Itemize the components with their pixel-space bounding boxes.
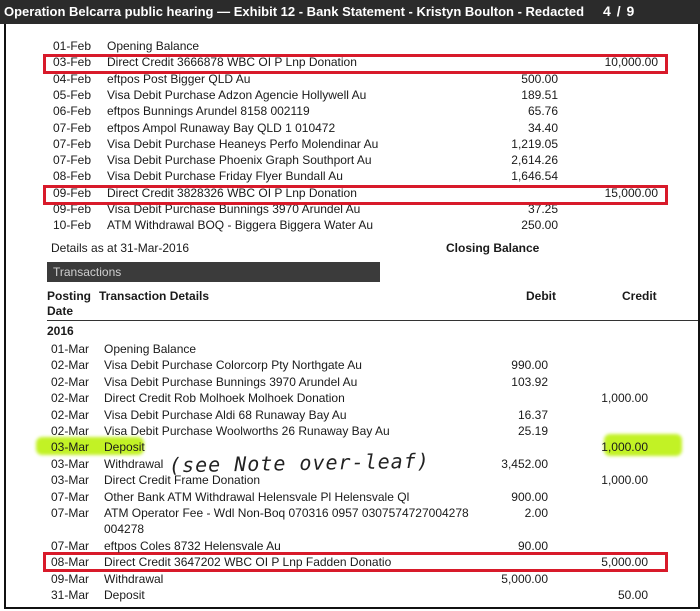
row-date: 07-Feb <box>53 120 92 135</box>
table-row <box>6 539 698 555</box>
row-description: Deposit <box>104 440 145 455</box>
redbox-03-feb <box>43 54 668 74</box>
row-credit: 50.00 <box>617 588 648 602</box>
row-description: Direct Credit 3647202 WBC OI P Lnp Fadden Donatio <box>104 555 392 570</box>
row-credit: 10,000.00 <box>604 55 658 70</box>
row-description: eftpos Coles 8732 Helensvale Au <box>104 538 281 553</box>
row-date: 02-Mar <box>51 391 90 406</box>
table-row <box>6 490 698 506</box>
row-debit: 25.19 <box>517 424 548 438</box>
table-row <box>6 424 698 440</box>
row-date: 05-Feb <box>53 87 92 102</box>
row-date: 03-Mar <box>51 456 90 471</box>
row-debit: 990.00 <box>511 358 548 373</box>
row-credit: 1,000.00 <box>601 473 648 488</box>
row-date: 03-Mar <box>51 473 90 488</box>
header-credit: Credit <box>622 289 657 303</box>
row-debit: 1,219.05 <box>511 136 558 151</box>
row-date: 03-Feb <box>53 55 92 70</box>
row-description: Visa Debit Purchase Woolworths 26 Runaway Bay Au <box>104 424 390 438</box>
row-date: 03-Mar <box>51 440 90 455</box>
row-description: Visa Debit Purchase Adzon Agencie Hollywell Au <box>107 87 367 102</box>
viewer-title-bar <box>0 0 700 24</box>
table-row <box>6 218 698 234</box>
row-description: Deposit <box>104 588 145 602</box>
header-posting: Posting <box>47 289 91 303</box>
table-row <box>6 391 698 407</box>
row-description: Visa Debit Purchase Bunnings 3970 Arundel Au <box>107 202 361 216</box>
row-debit: 250.00 <box>521 218 558 233</box>
row-debit: 37.25 <box>527 202 558 216</box>
row-date: 06-Feb <box>53 104 92 119</box>
table-row <box>6 104 698 120</box>
handwritten-note: (see Note over-leaf) <box>168 448 431 478</box>
page-indicator <box>603 3 635 19</box>
table-row <box>6 375 698 391</box>
row-debit: 3,452.00 <box>501 456 548 471</box>
table-row <box>6 137 698 153</box>
transactions-section-label: Transactions <box>53 265 122 279</box>
header-rule <box>47 320 698 321</box>
row-description: Opening Balance <box>104 342 197 356</box>
row-credit: 5,000.00 <box>601 555 648 570</box>
row-description: Visa Debit Purchase Colorcorp Pty Northgate Au <box>104 358 362 373</box>
row-description: Direct Credit 3666878 WBC OI P Lnp Donation <box>107 55 357 70</box>
row-description: eftpos Bunnings Arundel 8158 002119 <box>107 104 310 119</box>
header-date: Date <box>47 304 74 318</box>
row-debit: 5,000.00 <box>501 571 548 586</box>
row-debit: 2,614.26 <box>511 153 558 168</box>
row-description: Visa Debit Purchase Heaneys Perfo Molendinar Au <box>107 136 379 151</box>
row-date: 04-Feb <box>53 71 92 86</box>
details-as-at: Details as at 31-Mar-2016 <box>51 241 190 255</box>
statement-page <box>4 24 700 609</box>
row-date: 31-Mar <box>51 588 90 602</box>
table-row <box>6 88 698 104</box>
table-row <box>6 522 698 538</box>
year-label: 2016 <box>47 324 74 338</box>
row-debit: 90.00 <box>517 538 548 553</box>
row-description: ATM Withdrawal BOQ - Biggera Biggera Water Au <box>107 218 374 233</box>
row-description: Direct Credit Frame Donation <box>104 473 261 488</box>
row-date: 09-Mar <box>51 571 90 586</box>
row-date: 07-Mar <box>51 506 90 520</box>
row-date: 07-Feb <box>53 136 92 151</box>
row-date: 02-Mar <box>51 374 90 389</box>
row-credit: 1,000.00 <box>601 391 648 406</box>
row-description: Direct Credit Rob Molhoek Molhoek Donation <box>104 391 345 406</box>
row-credit: 1,000.00 <box>601 440 648 455</box>
row-description: Visa Debit Purchase Bunnings 3970 Arundel Au <box>104 374 358 389</box>
row-debit: 900.00 <box>511 489 548 504</box>
row-debit: 189.51 <box>521 87 558 102</box>
current-page: 4 <box>603 3 612 19</box>
row-date: 07-Mar <box>51 538 90 553</box>
table-row <box>6 342 698 358</box>
table-row <box>6 358 698 374</box>
row-date: 08-Feb <box>53 169 92 184</box>
table-row <box>6 506 698 522</box>
row-description: Withdrawal <box>104 571 164 586</box>
row-debit: 16.37 <box>517 407 548 422</box>
row-debit: 65.76 <box>527 104 558 119</box>
row-description: ATM Operator Fee - Wdl Non-Boq 070316 0957 0307574727004278 <box>104 506 469 520</box>
row-credit: 15,000.00 <box>604 185 658 200</box>
row-description: Visa Debit Purchase Aldi 68 Runaway Bay Au <box>104 407 347 422</box>
row-description: 004278 <box>104 522 145 537</box>
row-debit: 1,646.54 <box>511 169 558 184</box>
row-date: 07-Feb <box>53 153 92 168</box>
row-description: Direct Credit 3828326 WBC OI P Lnp Donation <box>107 185 357 200</box>
row-date: 02-Mar <box>51 407 90 422</box>
row-description: Visa Debit Purchase Phoenix Graph Southport Au <box>107 153 372 168</box>
table-row <box>6 588 698 604</box>
row-debit: 34.40 <box>527 120 558 135</box>
row-debit: 2.00 <box>524 506 548 520</box>
table-row <box>6 153 698 169</box>
row-date: 10-Feb <box>53 218 92 233</box>
row-date: 02-Mar <box>51 424 90 438</box>
row-date: 02-Mar <box>51 358 90 373</box>
row-date: 09-Feb <box>53 185 92 200</box>
row-description: Opening Balance <box>107 39 200 53</box>
table-row <box>6 473 698 489</box>
closing-balance-label: Closing Balance <box>446 241 540 255</box>
table-row <box>6 169 698 185</box>
table-row <box>6 408 698 424</box>
row-date: 01-Feb <box>53 39 92 53</box>
header-debit: Debit <box>526 289 556 303</box>
redbox-09-feb <box>43 185 668 205</box>
row-description: eftpos Post Bigger QLD Au <box>107 71 251 86</box>
document-title: Operation Belcarra public hearing — Exhibit 12 - Bank Statement - Kristyn Boulton - Redacted <box>4 4 585 19</box>
row-date: 07-Mar <box>51 489 90 504</box>
row-date: 08-Mar <box>51 555 90 570</box>
row-date: 09-Feb <box>53 202 92 216</box>
total-pages: 9 <box>626 3 636 19</box>
row-debit: 500.00 <box>521 71 558 86</box>
page-separator: / <box>616 3 622 19</box>
row-description: Other Bank ATM Withdrawal Helensvale Pl Helensvale Ql <box>104 489 410 504</box>
table-row <box>6 572 698 588</box>
row-description: Visa Debit Purchase Friday Flyer Bundall Au <box>107 169 343 184</box>
row-date: 01-Mar <box>51 342 90 356</box>
transactions-section-bar <box>47 262 380 282</box>
table-row <box>6 121 698 137</box>
header-details: Transaction Details <box>99 289 210 303</box>
row-description: Withdrawal <box>104 456 164 471</box>
table-row <box>6 39 698 55</box>
row-description: eftpos Ampol Runaway Bay QLD 1 010472 <box>107 120 336 135</box>
row-debit: 103.92 <box>511 374 548 389</box>
table-row <box>6 555 698 571</box>
